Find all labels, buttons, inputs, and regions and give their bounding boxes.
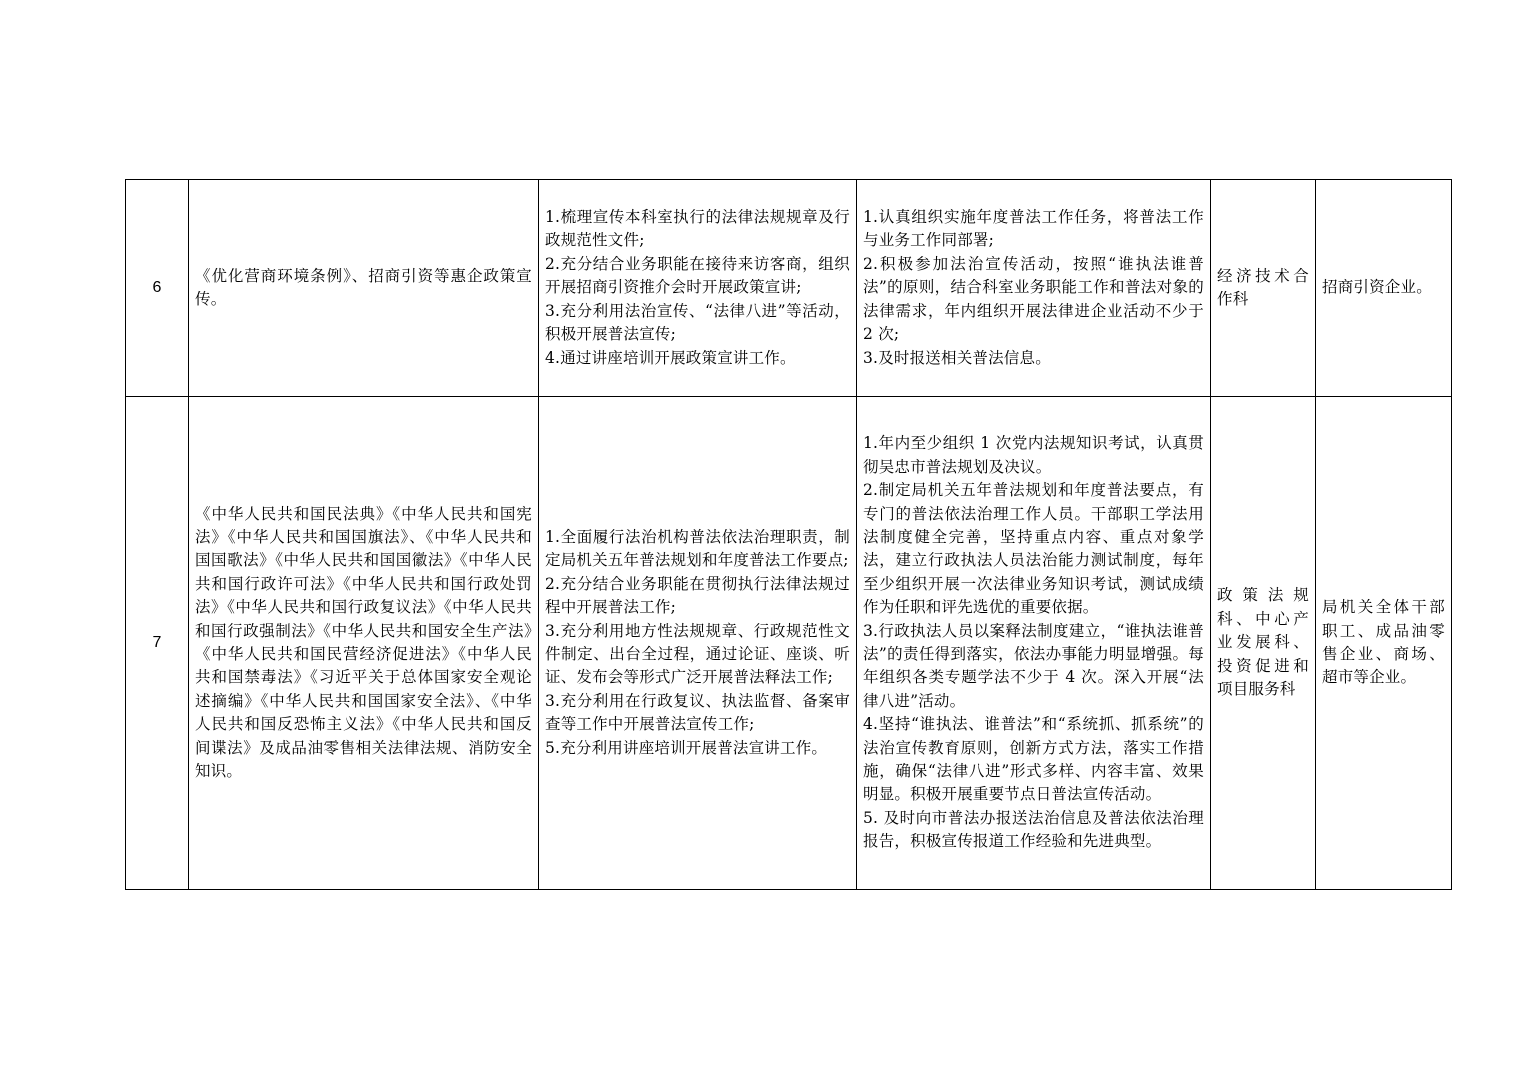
table-row — [126, 397, 1452, 890]
measures-cell — [539, 180, 857, 397]
audience-cell: 招商引资企业。 — [1316, 180, 1452, 397]
measure-item: 4.通过讲座培训开展政策宣讲工作。 — [545, 348, 796, 367]
target-item: 4.坚持“谁执法、谁普法”和“系统抓、抓系统”的法治宣传教育原则，创新方式方法，落实工作措施，确保“法律八进”形式多样、内容丰富、效果明显。积极开展重要节点日普法宣传活动。 — [863, 715, 1204, 804]
measure-item: 5.充分利用讲座培训开展普法宣讲工作。 — [545, 738, 828, 757]
measure-item: 3.充分利用法治宣传、“法律八进”等活动，积极开展普法宣传; — [545, 301, 850, 344]
measure-item: 3.充分利用在行政复议、执法监督、备案审查等工作中开展普法宣传工作; — [545, 691, 850, 734]
table-row — [126, 180, 1452, 397]
target-item: 2.制定局机关五年普法规划和年度普法要点，有专门的普法依法治理工作人员。干部职工学法用法制度健全完善，坚持重点内容、重点对象学法，建立行政执法人员法治能力测试制度，每年至少组织开展一次法律业务知识考试，测试成绩作为任职和评先选优的重要依据。 — [863, 481, 1204, 617]
targets-cell — [857, 397, 1211, 890]
measure-item: 2.充分结合业务职能在贯彻执行法律法规过程中开展普法工作; — [545, 574, 850, 617]
target-item: 2.积极参加法治宣传活动，按照“谁执法谁普法”的原则，结合科室业务职能工作和普法对象的法律需求，年内组织开展法律进企业活动不少于 2 次; — [863, 254, 1204, 344]
measures-cell — [539, 397, 857, 890]
target-item: 3.及时报送相关普法信息。 — [863, 348, 1051, 367]
row-number: 7 — [126, 397, 189, 890]
target-item: 1.认真组织实施年度普法工作任务，将普法工作与业务工作同部署; — [863, 208, 1204, 250]
content-cell: 《中华人民共和国民法典》《中华人民共和国宪法》《中华人民共和国国旗法》、《中华人民共和国国歌法》《中华人民共和国国徽法》《中华人民共和国行政许可法》《中华人民共和国行政处罚法》《中华人民共和国行政复议法》《中华人民共和国行政强制法》《中华人民共和国安全生产法》《中华人民共和国民营经济促进法》《中华人民共和国禁毒法》《习近平关于总体国家安全观论述摘编》《中华人民共和国国家安全法》、《中华人民共和国反恐怖主义法》《中华人民共和国反间谍法》及成品油零售相关法律法规、消防安全知识。 — [189, 397, 539, 890]
target-item: 1.年内至少组织 1 次党内法规知识考试，认真贯彻吴忠市普法规划及决议。 — [863, 434, 1204, 476]
audience-cell: 局机关全体干部职工、成品油零售企业、商场、超市等企业。 — [1316, 397, 1452, 890]
department-cell: 政策法规科、中心产业发展科、投资促进和项目服务科 — [1211, 397, 1316, 890]
measure-item: 1.梳理宣传本科室执行的法律法规规章及行政规范性文件; — [545, 208, 850, 250]
target-item: 3.行政执法人员以案释法制度建立，“谁执法谁普法”的责任得到落实，依法办事能力明显增强。每年组织各类专题学法不少于 4 次。深入开展“法律八进”活动。 — [863, 621, 1204, 710]
measure-item: 3.充分利用地方性法规规章、行政规范性文件制定、出台全过程，通过论证、座谈、听证、发布会等形式广泛开展普法释法工作; — [545, 621, 850, 687]
content-cell: 《优化营商环境条例》、招商引资等惠企政策宣传。 — [189, 180, 539, 397]
target-item: 5. 及时向市普法办报送法治信息及普法依法治理报告，积极宣传报道工作经验和先进典型。 — [863, 808, 1204, 851]
row-number: 6 — [126, 180, 189, 397]
measure-item: 2.充分结合业务职能在接待来访客商，组织开展招商引资推介会时开展政策宣讲; — [545, 254, 850, 297]
department-cell: 经济技术合作科 — [1211, 180, 1316, 397]
plan-table — [125, 179, 1452, 890]
targets-cell — [857, 180, 1211, 397]
measure-item: 1.全面履行法治机构普法依法治理职责，制定局机关五年普法规划和年度普法工作要点; — [545, 527, 850, 570]
